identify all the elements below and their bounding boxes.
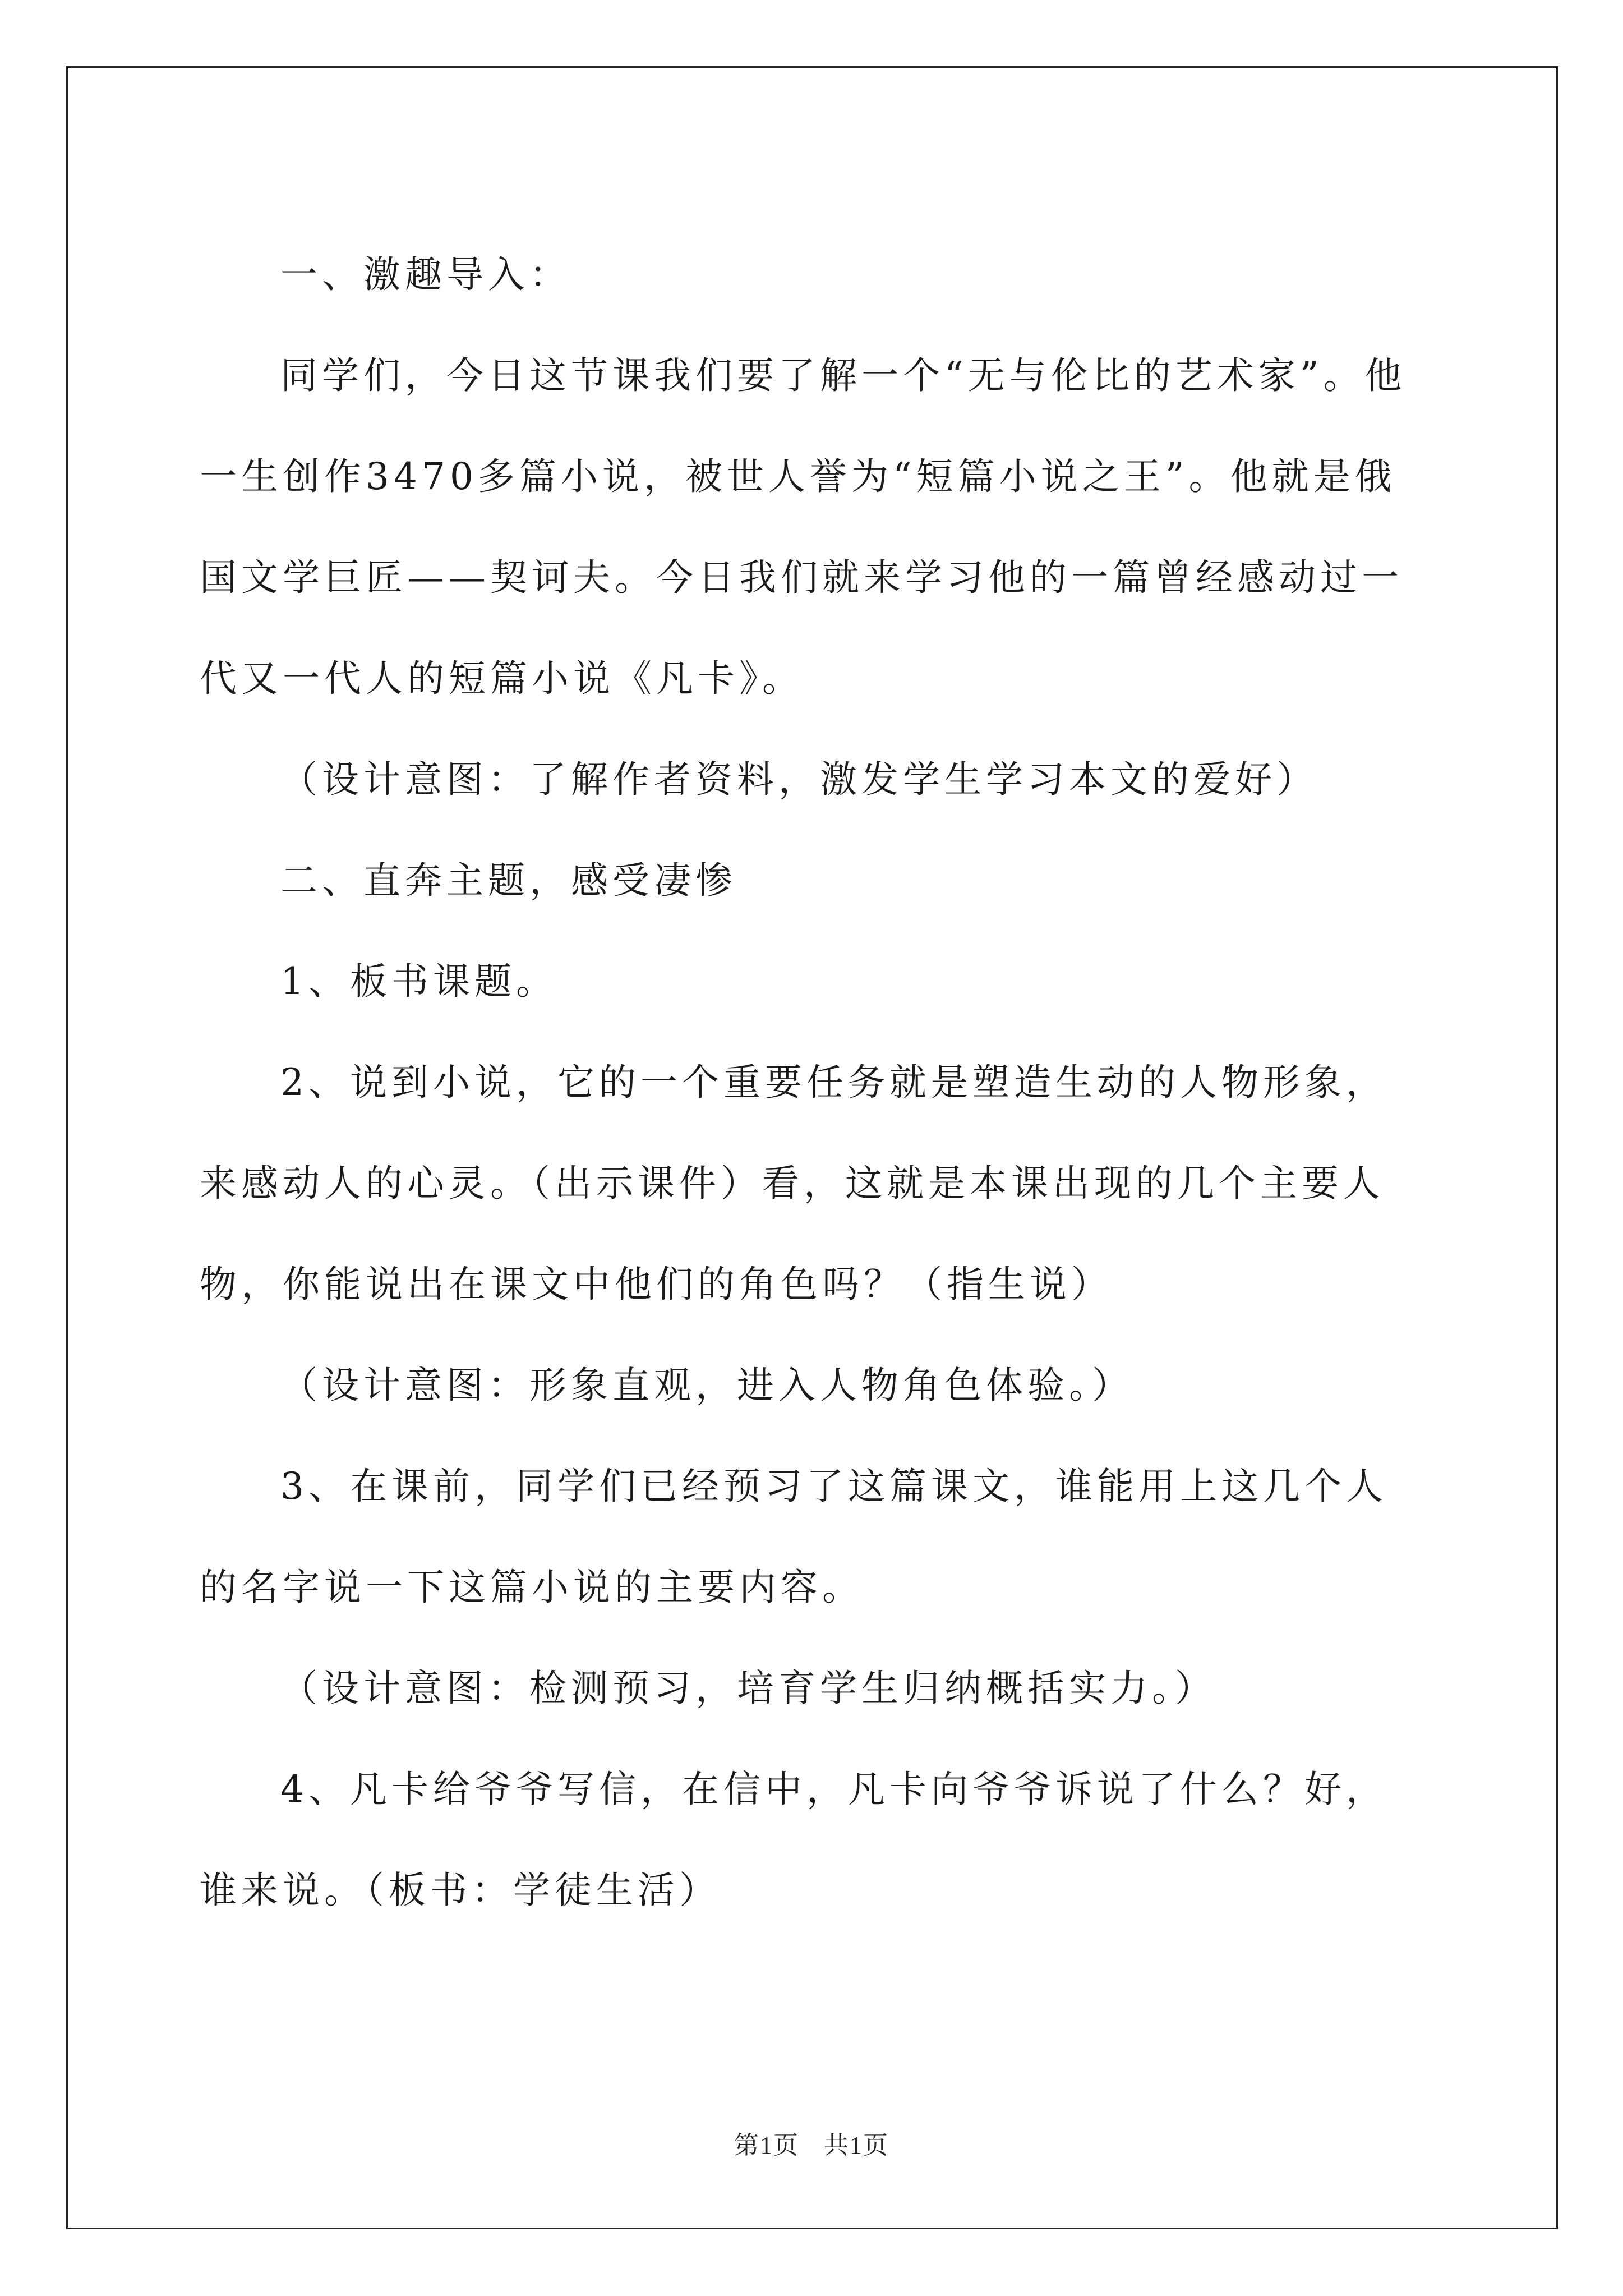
page-number: 第1页 — [734, 2132, 799, 2159]
paragraph-design-intent-3: （设计意图：检测预习，培育学生归纳概括实力。） — [280, 1667, 1216, 1710]
page-total: 共1页 — [824, 2132, 889, 2159]
paragraph-design-intent-1: （设计意图：了解作者资料，激发学生学习本文的爱好） — [280, 758, 1318, 801]
paragraph-step-4: 4、凡卡给爷爷写信，在信中，凡卡向爷爷诉说了什么？好，谁来说。（板书：学徒生活） — [200, 1768, 1387, 1912]
document-body — [200, 224, 1422, 1941]
paragraph-heading-2: 二、直奔主题，感受凄惨 — [280, 859, 737, 902]
paragraph-step-3: 3、在课前，同学们已经预习了这篇课文，谁能用上这几个人的名字说一下这篇小说的主要内容。 — [200, 1465, 1387, 1609]
paragraph-intro: 同学们，今日这节课我们要了解一个“无与伦比的艺术家”。他一生创作3470多篇小说，被世人誉为“短篇小说之王”。他就是俄国文学巨匠——契诃夫。今日我们就来学习他的一篇曾经感动过一代又一代人的短篇小说《凡卡》。 — [200, 354, 1407, 700]
paragraph-step-2: 2、说到小说，它的一个重要任务就是塑造生动的人物形象，来感动人的心灵。（出示课件）看，这就是本课出现的几个主要人物，你能说出在课文中他们的角色吗？（指生说） — [200, 1061, 1387, 1306]
paragraph-design-intent-2: （设计意图：形象直观，进入人物角色体验。） — [280, 1364, 1133, 1407]
page-footer — [0, 2125, 1623, 2161]
paragraph-step-1: 1、板书课题。 — [280, 960, 557, 1003]
paragraph-heading-1: 一、激趣导入： — [280, 253, 571, 296]
